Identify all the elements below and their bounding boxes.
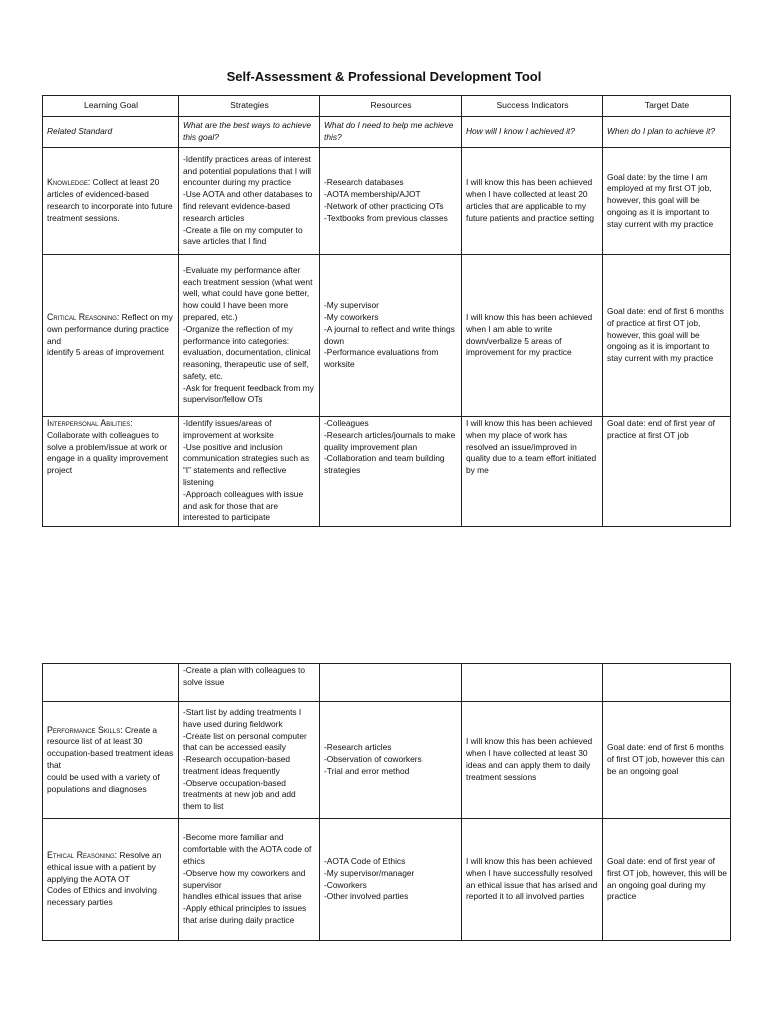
goal-name: Critical Reasoning: xyxy=(47,311,120,322)
target-date-cell: Goal date: end of first year of practice at first OT job xyxy=(603,417,731,527)
goal-text: Reflect on my own performance during practice and identify 5 areas of improvement xyxy=(47,311,173,358)
header-target-date: Target Date xyxy=(603,96,731,117)
resources-cell: -Research articles -Observation of coworkers -Trial and error method xyxy=(320,702,462,819)
goal-text: Collaborate with colleagues to solve a problem/issue at work or engage in a quality improvement project xyxy=(47,429,169,476)
goal-text: Create a resource list of at least 30 occupation-based treatment ideas that could be used with a variety of populations and diagnoses xyxy=(47,724,174,794)
strategies-cell: -Start list by adding treatments I have used during fieldwork -Create list on personal computer that can be accessed easily -Research occupation-based treatment ideas frequently -Observe occupation-based treatments at new job and add them to list xyxy=(179,702,320,819)
goal-text: Resolve an ethical issue with a patient by applying the AOTA OT Codes of Ethics and involving necessary parties xyxy=(47,850,162,908)
goal-name: Knowledge: xyxy=(47,177,91,188)
strategies-cell: -Evaluate my performance after each treatment session (what went well, what could have gone better, how could I have been more prepared, etc.) -Organize the reflection of my performance into categories: evaluation, documentation, clinical reasoning, therapeutic use of self, safety, etc. -Ask for frequent feedback from my supervisor/fellow OTs xyxy=(179,255,320,417)
success-indicators-cell: I will know this has been achieved when I have collected at least 20 articles that are applicable to my future patients and practice setting xyxy=(462,148,603,255)
table-row-ethical-reasoning xyxy=(43,819,731,941)
sub-resources-question: What do I need to help me achieve this? xyxy=(320,117,462,148)
learning-goal-cell xyxy=(43,148,179,255)
resources-cell: -AOTA Code of Ethics -My supervisor/manager -Coworkers -Other involved parties xyxy=(320,819,462,941)
empty-cell xyxy=(462,664,603,702)
goal-name: Interpersonal Abilities: xyxy=(47,418,133,428)
empty-cell xyxy=(320,664,462,702)
target-date-cell: Goal date: end of first 6 months of first OT job, however this can be an ongoing goal xyxy=(603,702,731,819)
header-strategies: Strategies xyxy=(179,96,320,117)
learning-goal-cell xyxy=(43,417,179,527)
strategies-cell: -Become more familiar and comfortable with the AOTA code of ethics -Observe how my coworkers and supervisor handles ethical issues that arise -Apply ethical principles to issues that arise during daily practice xyxy=(179,819,320,941)
table-row-continuation xyxy=(43,664,731,702)
subheader-row xyxy=(43,117,731,148)
goal-name: Ethical Reasoning: xyxy=(47,850,118,860)
empty-cell xyxy=(603,664,731,702)
learning-goal-cell xyxy=(43,819,179,941)
success-indicators-cell: I will know this has been achieved when I am able to write down/verbalize 5 areas of improvement for my practice xyxy=(462,255,603,417)
success-indicators-cell: I will know this has been achieved when I have collected at least 30 ideas and can apply them to daily treatment sessions xyxy=(462,702,603,819)
header-row xyxy=(43,96,731,117)
strategies-cell: -Create a plan with colleagues to solve issue xyxy=(179,664,320,702)
table-row-performance-skills xyxy=(43,702,731,819)
success-indicators-cell: I will know this has been achieved when my place of work has resolved an issue/improved in quality due to a team effort initiated by me xyxy=(462,417,603,527)
table-row-knowledge xyxy=(43,148,731,255)
sub-strategies-question: What are the best ways to achieve this goal? xyxy=(179,117,320,148)
sub-indicators-question: How will I know I achieved it? xyxy=(462,117,603,148)
success-indicators-cell: I will know this has been achieved when I have successfully resolved an ethical issue that has arised and reported it to all involved parties xyxy=(462,819,603,941)
assessment-table-page1 xyxy=(42,95,731,527)
goal-text: Collect at least 20 articles of evidenced-based research to incorporate into future treatment sessions. xyxy=(47,177,173,223)
target-date-cell: Goal date: by the time I am employed at my first OT job, however, this goal will be ongoing as it is important to stay current with my practice xyxy=(603,148,731,255)
table-row-critical-reasoning xyxy=(43,255,731,417)
resources-cell: -Research databases -AOTA membership/AJOT -Network of other practicing OTs -Textbooks from previous classes xyxy=(320,148,462,255)
header-success-indicators: Success Indicators xyxy=(462,96,603,117)
target-date-cell: Goal date: end of first 6 months of practice at first OT job, however, this goal will be ongoing as it is important to stay current with my practice xyxy=(603,255,731,417)
table-row-interpersonal-abilities xyxy=(43,417,731,527)
goal-name: Performance Skills: xyxy=(47,724,123,735)
strategies-cell: -Identify issues/areas of improvement at worksite -Use positive and inclusion communication strategies such as “I” statements and reflective listening -Approach colleagues with issue and ask for those that are interested to participate xyxy=(179,417,320,527)
header-resources: Resources xyxy=(320,96,462,117)
learning-goal-cell xyxy=(43,702,179,819)
assessment-table-page2 xyxy=(42,663,731,941)
empty-cell xyxy=(43,664,179,702)
learning-goal-cell xyxy=(43,255,179,417)
header-learning-goal: Learning Goal xyxy=(43,96,179,117)
sub-target-question: When do I plan to achieve it? xyxy=(603,117,731,148)
target-date-cell: Goal date: end of first year of first OT job, however, this will be an ongoing goal during my practice xyxy=(603,819,731,941)
strategies-cell: -Identify practices areas of interest and potential populations that I will encounter during my practice -Use AOTA and other databases to find relevant evidence-based research articles -Create a file on my computer to save articles that I find xyxy=(179,148,320,255)
resources-cell: -My supervisor -My coworkers -A journal to reflect and write things down -Performance evaluations from worksite xyxy=(320,255,462,417)
resources-cell: -Colleagues -Research articles/journals to make quality improvement plan -Collaboration and team building strategies xyxy=(320,417,462,527)
document-title: Self-Assessment & Professional Development Tool xyxy=(226,69,542,84)
sub-related-standard: Related Standard xyxy=(43,117,179,148)
